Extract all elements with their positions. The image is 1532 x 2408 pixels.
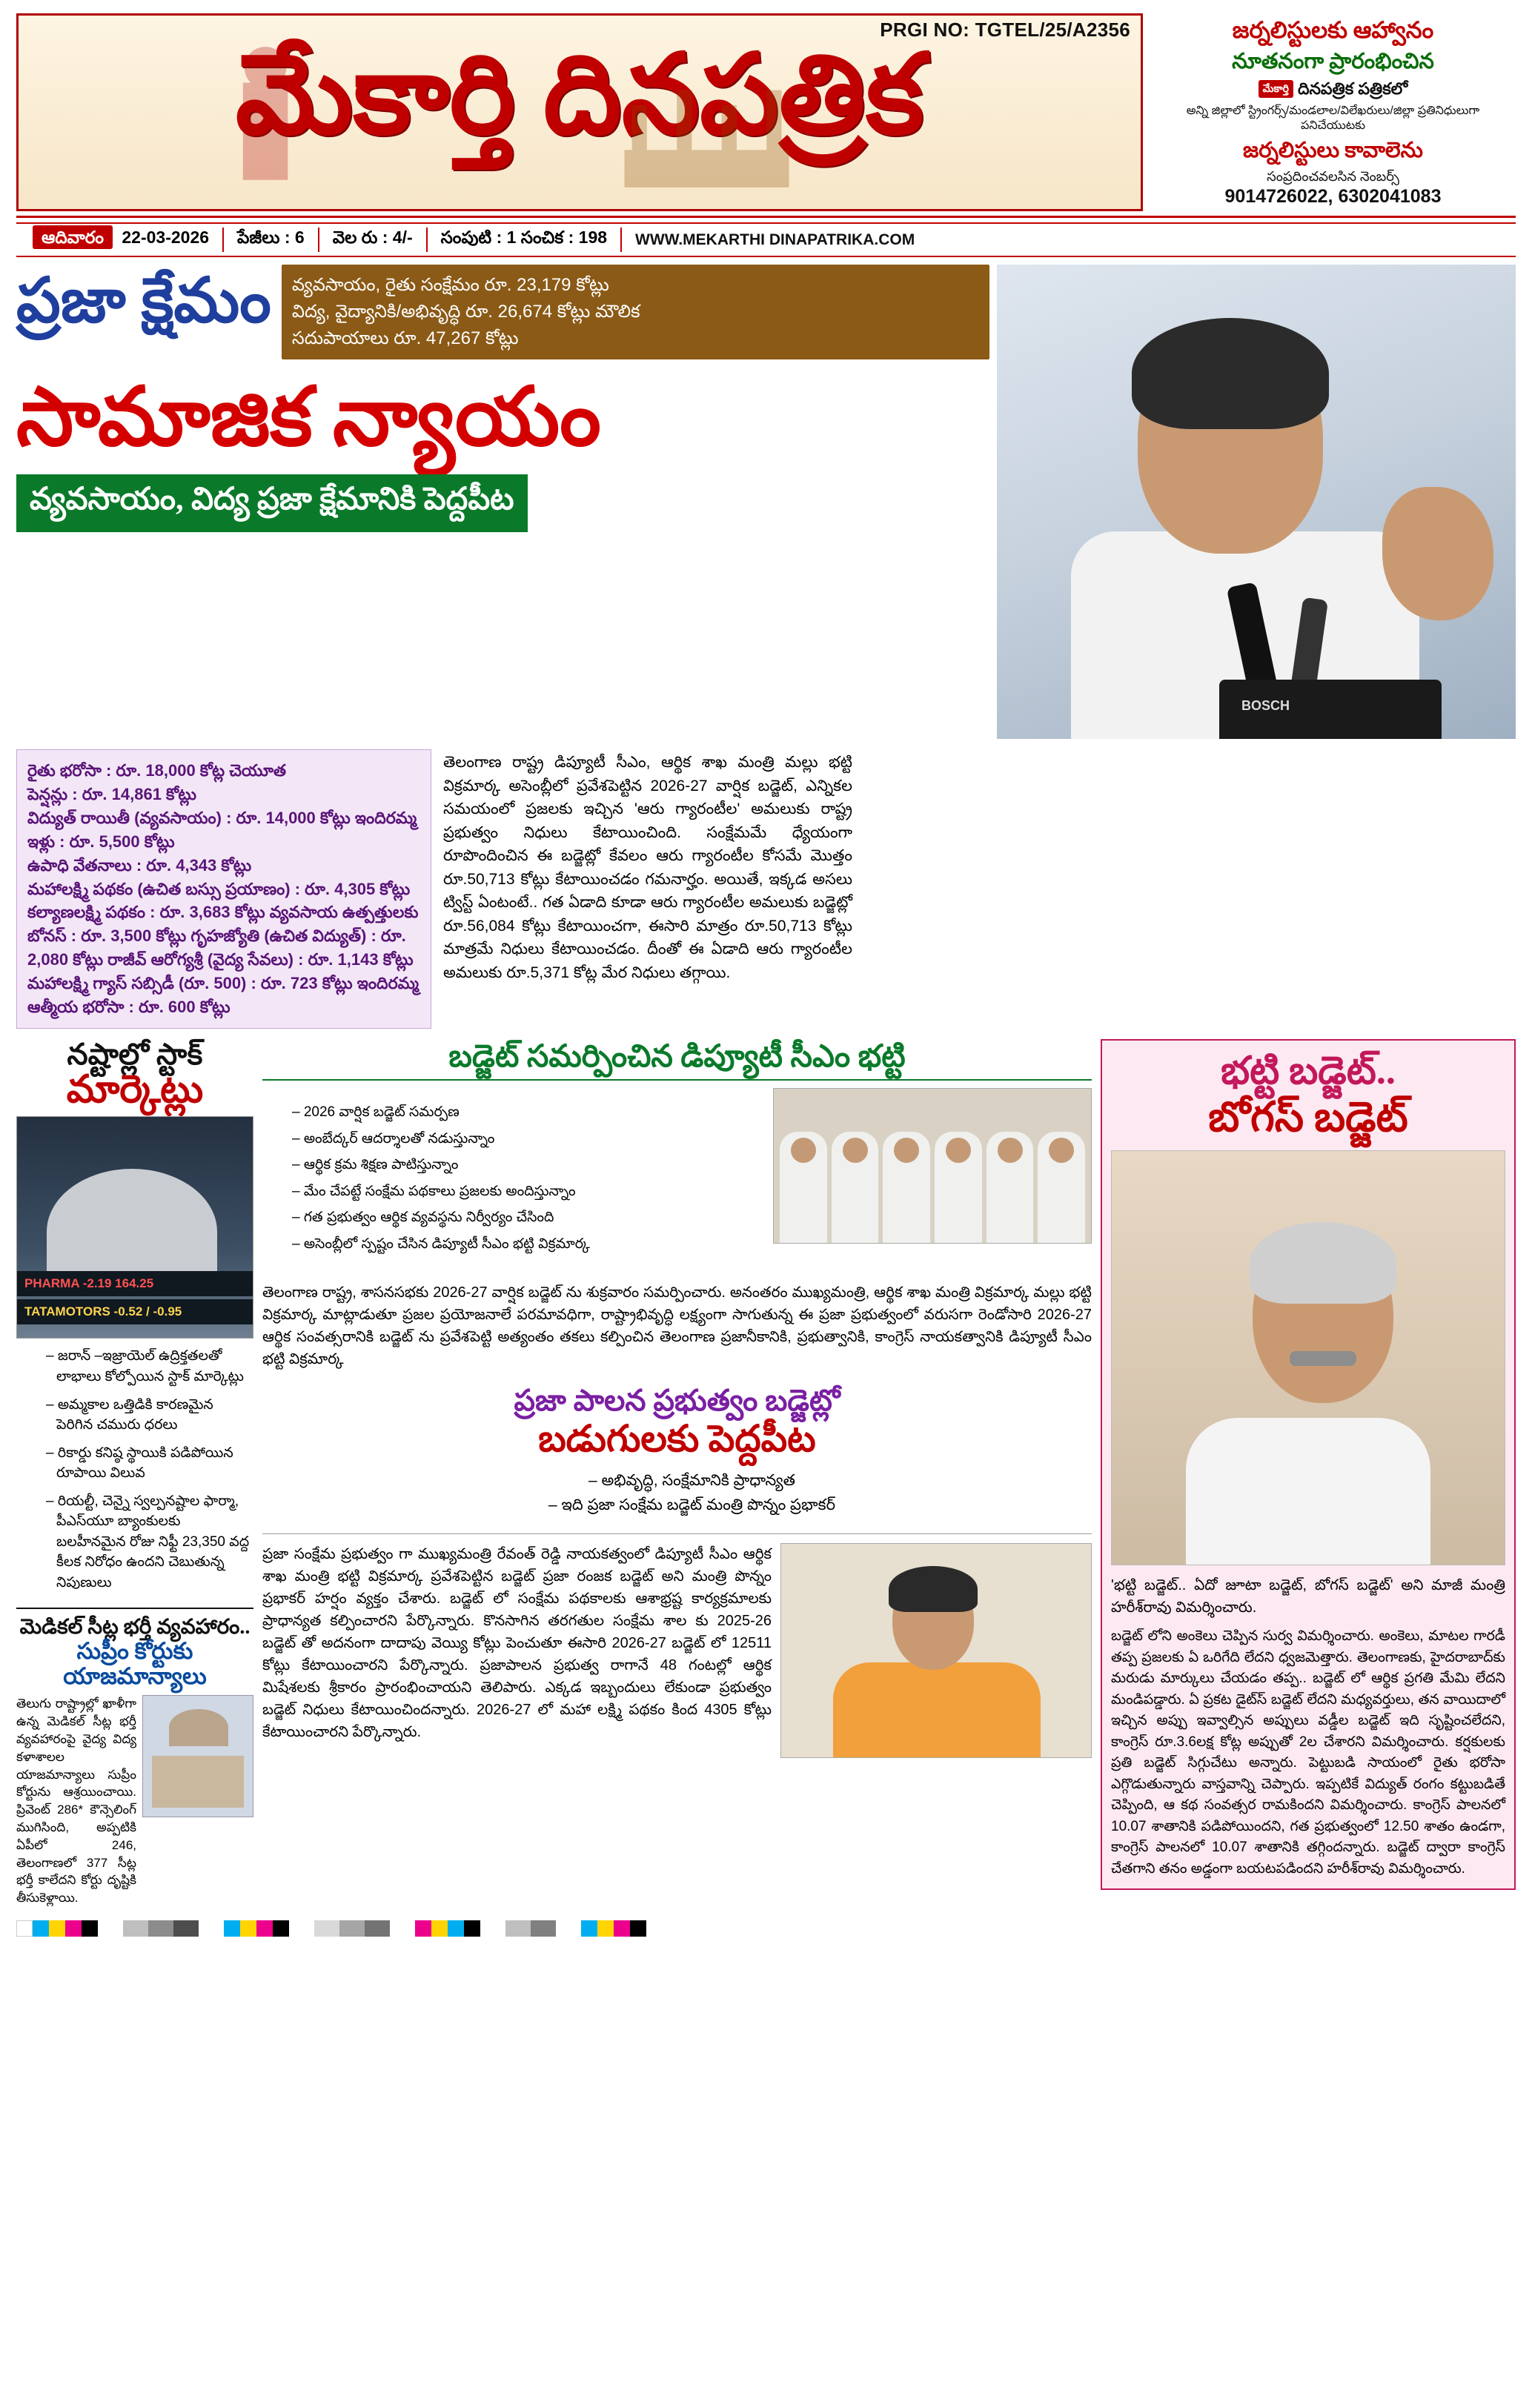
stock-bullet: – రికార్డు కనిష్ఠ స్థాయికి పడిపోయిన రూపాయి విలువ	[46, 1445, 233, 1482]
budget-point: – ఆర్థిక క్రమ శిక్షణ పాటిస్తున్నాం	[292, 1157, 459, 1173]
gray-swatch	[505, 1920, 531, 1937]
budget-headline: బడ్జెట్ సమర్పించిన డిప్యూటీ సీఎం భట్టి	[262, 1039, 1092, 1081]
ticker-row-2: TATAMOTORS -0.52 / -0.95	[17, 1299, 253, 1324]
lead-story-body: తెలంగాణ రాష్ట్ర డిప్యూటీ సీఎం, ఆర్థిక శాఖ మంత్రి మల్లు భట్టి విక్రమార్క అసెంబ్లీలో ప్రవేశపెట్టిన 2026-27 వార్షిక బడ్జెట్, ఎన్నికల సమయంలో ప్రజలకు ఇచ్చిన 'ఆరు గ్యారంటీల' అమలుకు రాష్ట్ర ప్రభుత్వం నిధులు కేటాయించింది. సంక్షేమమే ధ్యేయంగా రూపొందించిన ఈ బడ్జెట్లో కేవలం ఆరు గ్యారంటీల కోసమే మొత్తం రూ.50,713 కోట్లు కేటాయించడం గమనార్హం. అయితే, ఇక్కడ అసలు ట్విస్ట్ ఏంటంటే.. గత ఏడాది కూడా ఆరు గ్యారంటీల అమలుకు బడ్జెట్లో రూ.56,084 కోట్లు కేటాయించగా, ఈసారి మాత్రం రూ.50,713 కోట్లు మాత్రమే నిధులు కేటాయించడం. దీంతో ఈ ఏడాది ఆరు గ్యారంటీల అమలుకు రూ.5,371 కోట్ల మేర నిధులు తగ్గాయి.	[443, 754, 852, 981]
color-swatch	[224, 1920, 240, 1937]
figure	[1038, 1132, 1085, 1243]
photo-body	[1186, 1418, 1430, 1565]
gray-swatch	[365, 1920, 390, 1937]
color-group	[224, 1920, 289, 1937]
stock-market-column	[16, 1039, 253, 1907]
scheme-item: విద్యుత్ రాయితీ (వ్యవసాయం) : రూ. 14,000 కోట్లు ఇందిరమ్మ ఇళ్లు : రూ. 5,500 కోట్లు	[27, 808, 417, 851]
photo-canvas	[997, 265, 1516, 739]
color-swatch	[16, 1920, 33, 1937]
stock-exchange-photo	[16, 1116, 253, 1339]
court-dome-shape	[169, 1709, 228, 1746]
brand-chip: మేకార్తి	[1259, 80, 1293, 98]
prgi-number: PRGI NO: TGTEL/25/A2356	[880, 19, 1130, 41]
announcement-line-2: నూతనంగా ప్రారంభించిన	[1232, 49, 1434, 73]
announcement-line-1: జర్నలిస్టులకు ఆహ్వానం	[1232, 17, 1434, 43]
budget-point: – 2026 వార్షిక బడ్జెట్ సమర్పణ	[292, 1104, 460, 1121]
gray-group	[314, 1920, 390, 1937]
issue-day: ఆదివారం	[33, 225, 113, 249]
microphone-brand-label: BOSCH	[1241, 698, 1290, 714]
color-swatch	[597, 1920, 614, 1937]
praja-body-text: ప్రజా సంక్షేమ ప్రభుత్వం గా ముఖ్యమంత్రి రేవంత్ రెడ్డి నాయకత్వంలో డిప్యూటీ సీఎం ఆర్థిక శాఖ మంత్రి భట్టి విక్రమార్క ప్రవేశపెట్టిన బడ్జెట్ ప్రజా రంజక బడ్జెట్ అని మంత్రి పొన్నం ప్రభాకర్ హర్షం వ్యక్తం చేశారు. బడ్జెట్ లో సంక్షేమ పథకాలకు ఆశాభ్రష్ట కార్యక్రమాలకు ప్రాధాన్యత కల్పించారని పేర్కొన్నారు. కొనసాగిన తరగతుల సంక్షేమ శాల కు 2025-26 బడ్జెట్ తో అదనంగా దాదాపు వెయ్యి కోట్లు పెంచుతూ ఈసారి 2026-27 బడ్జెట్ లో 12511 కోట్లు కేటాయించారని పేర్కొన్నారు. ప్రజాపాలన ప్రభుత్వ రాగానే 48 గంటల్లో ఆర్థిక మిషేశలకు శ్రీకారం ప్రారంభించాయని తెలిపారు. ఎక్కడ ఇబ్బందులు లేకుండా ప్రభుత్వం బడ్జెట్ నిధులు కేటాయించిందన్నారు. 2026-27 లో మహా లక్ష్మి పథకం కింద 4305 కోట్లు కేటాయించారని పేర్కొన్నారు.	[262, 1545, 772, 1740]
gray-swatch	[531, 1920, 556, 1937]
scheme-item: రైతు భరోసా : రూ. 18,000 కోట్ల చెయూత	[27, 761, 287, 780]
budget-point: – మేం చేపట్టే సంక్షేమ పథకాలు ప్రజలకు అందిస్తున్నాం	[292, 1183, 576, 1199]
photo-hair	[1250, 1222, 1396, 1304]
headline-text-column	[16, 265, 989, 739]
lead-photo-spacer	[864, 749, 1516, 1029]
minister-ponnam-photo	[780, 1543, 1092, 1758]
headline-praja-kshemam: ప్రజా క్షేమం	[16, 267, 271, 336]
color-swatch	[431, 1920, 448, 1937]
figure	[986, 1132, 1034, 1243]
court-base-shape	[152, 1756, 244, 1808]
masthead-logo-panel	[16, 13, 1143, 211]
gray-group	[505, 1920, 556, 1937]
color-group	[16, 1920, 98, 1937]
figure	[883, 1132, 930, 1243]
issue-pages: పేజీలు : 6	[237, 228, 305, 248]
stock-bullet: – అమ్మకాల ఒత్తిడికి కారణమైన పెరిగిన చమురు ధరలు	[46, 1396, 213, 1433]
figure	[935, 1132, 982, 1243]
stock-bullet: – రియల్టీ, చెన్నై స్వల్పనష్టాల ఫార్మా, పీఎస్‌యూ బ్యాంకులకు బలహీనమైన రోజు నిఫ్టీ 23,350 వద్ద కీలక నిరోధం ఉందని చెబుతున్న నిపుణులు	[46, 1493, 250, 1591]
stock-headline-line-1: నష్టాల్లో స్టాక్	[67, 1037, 203, 1071]
scheme-item: పెన్షన్లు : రూ. 14,861 కోట్లు	[27, 784, 196, 803]
medical-seats-article	[16, 1608, 253, 1908]
medical-body-text: తెలుగు రాష్ట్రాల్లో ఖాళీగా ఉన్న మెడికల్ సీట్ల భర్తీ వ్యవహారంపై వైద్య విద్య కళాశాలల యాజమాన్యాలు సుప్రీం కోర్టును ఆశ్రయించాయి. ప్రివెంట్ 286* కౌన్సెలింగ్ ముగిసింది, అప్పటికి ఏపీలో 246, తెలంగాణలో 377 సీట్ల భర్తీ కాలేదని కోర్టు దృష్టికి తీసుకెళ్లాయి.	[16, 1696, 136, 1905]
gray-group	[123, 1920, 199, 1937]
praja-point: – ఇది ప్రజా సంక్షేమ బడ్జెట్ మంత్రి పొన్నం ప్రభాకర్	[548, 1496, 836, 1514]
medical-headline-line-1: మెడికల్ సీట్ల భర్తీ వ్యవహారం..	[19, 1615, 251, 1639]
color-group	[581, 1920, 646, 1937]
medical-headline	[16, 1616, 253, 1690]
lower-section	[16, 1039, 1516, 1907]
praja-body-row	[262, 1533, 1092, 1758]
color-swatch	[630, 1920, 646, 1937]
announcement-logo-row	[1155, 79, 1511, 99]
color-swatch	[614, 1920, 630, 1937]
color-swatch	[33, 1920, 49, 1937]
assembly-group-photo	[773, 1088, 1092, 1244]
announcement-contact-label: సంప్రదించవలసిన నెంబర్స్	[1267, 169, 1399, 185]
ticker-row-1: PHARMA -2.19 164.25	[17, 1271, 253, 1296]
headline-green-band: వ్యవసాయం, విద్య ప్రజా క్షేమానికి పెద్దపీట	[16, 474, 528, 532]
budget-point: – గత ప్రభుత్వం ఆర్థిక వ్యవస్థను నిర్వీర్యం చేసింది	[292, 1210, 554, 1226]
medical-headline-line-2: సుప్రీం కోర్టుకు యాజమాన్యాలు	[63, 1638, 207, 1690]
allocation-line-3: సదుపాయాలు రూ. 47,267 కోట్లు	[291, 328, 519, 349]
deputy-cm-photo	[997, 265, 1516, 739]
lead-headline-block	[16, 265, 1516, 739]
budget-allocation-box	[282, 265, 989, 359]
headline-top-row	[16, 265, 989, 359]
praja-palana-headline	[262, 1384, 1092, 1461]
website-link[interactable]: WWW.MEKARTHI DINAPATRIKA.COM	[635, 230, 915, 248]
stock-headline	[16, 1039, 253, 1111]
photo-hair	[1132, 318, 1329, 429]
figure	[780, 1132, 827, 1243]
praja-points-list	[262, 1468, 1092, 1518]
supreme-court-photo	[142, 1695, 253, 1817]
stock-bullet-list	[16, 1346, 253, 1593]
opposition-column	[1101, 1039, 1516, 1890]
color-swatch	[49, 1920, 65, 1937]
praja-headline-line-2: బడుగులకు పెద్దపీట	[538, 1418, 816, 1460]
headline-samajika-nyayam: సామాజిక న్యాయం	[16, 372, 601, 463]
allocation-line-2: విద్య, వైద్యానికి/అభివృద్ధి రూ. 26,674 కోట్లు మౌలిక	[291, 302, 640, 322]
bhatti-bogus-article	[1101, 1039, 1516, 1890]
bogus-caption: 'భట్టి బడ్జెట్.. ఏదో జూటా బడ్జెట్, బోగస్ బడ్జెట్' అని మాజీ మంత్రి హరీశ్‌రావు విమర్శించారు.	[1111, 1577, 1505, 1616]
color-registration-bar	[16, 1919, 1516, 1938]
allocation-line-1: వ్యవసాయం, రైతు సంక్షేమం రూ. 23,179 కోట్లు	[291, 275, 609, 296]
bogus-headline-line-1: భట్టి బడ్జెట్..	[1221, 1049, 1396, 1092]
color-swatch	[273, 1920, 289, 1937]
bogus-body-text: బడ్జెట్ లోని అంకెలు చెప్పిన సుర్వ విమర్శించారు. అంకెలు, మాటల గారడీ తప్ప ప్రజలకు ఏ ఒరిగేది లేదని ధ్వజమెత్తారు. తెలంగాణకు, హైదరాబాద్‌కు మరుడు మార్కులు చేయడం తప్ప.. బడ్జెట్ లో ఆర్థిక ప్రగతి మేమి లేదని మండిపడ్డారు. ఏ ప్రకట డైట్‌స్ బడ్జెట్ లేదని మధ్యవర్తులు, తన వాయిదాలో ఇచ్చిన అప్పు ఇవ్వాల్సిన అప్పులు వడ్డీల బడ్జెట్ ఇది సృష్టించలేదని, కాంగ్రెస్ రూ.3.6లక్ష కోట్ల అప్పుతో 2ల చేశారని విమర్శించారు. కర్షకులకు ప్రతి బడ్జెట్ సిగ్గుచేటు అన్నారు. పెట్టుబడి సాయంలో రైతు భరోసా ఎగ్గొడుతున్నారు వాస్తవాన్ని చెప్పారు. ఇప్పటికే విద్యుత్ రంగం కట్టుబడితే చెప్పింది, ఆ కథ సంవత్సర రామకిందని విమర్శించారు. కాంగ్రెస్ పాలనలో 10.07 శాతానికి పడిపోయిందని, గత ప్రభుత్వంలో 12.50 శాతం ఉండగా, కాంగ్రెస్ పాలనలో 10.07 శాతానికి తగ్గిందన్నారు. బడ్జెట్ ద్వారా కాంగ్రెస్ చేతగాని తనం అడ్డంగా బయటపడిందని హరీశ్‌రావు విమర్శించారు.	[1111, 1628, 1505, 1877]
color-swatch	[65, 1920, 82, 1937]
budget-points-row	[262, 1088, 1092, 1274]
scheme-item: మహాలక్ష్మి గ్యాస్ సబ్సిడీ (రూ. 500) : రూ. 723 కోట్లు ఇందిరమ్మ ఆత్మీయ భరోసా : రూ. 600 కోట్లు	[27, 974, 420, 1016]
masthead-announcement	[1150, 13, 1516, 211]
scheme-item: మహాలక్ష్మి పథకం (ఉచిత బస్సు ప్రయాణం) : రూ. 4,305 కోట్లు కల్యాణలక్ష్మి పథకం : రూ. 3,683 కోట్లు వ్యవసాయ ఉత్పత్తులకు బోనస్ : రూ. 3,500 కోట్లు గృహజ్యోతి (ఉచిత విద్యుత్) : రూ. 2,080 కోట్లు రాజీవ్ ఆరోగ్యశ్రీ (వైద్య సేవలు) : రూ. 1,143 కోట్లు	[27, 879, 419, 969]
issue-price: వెల రు : 4/-	[332, 228, 413, 248]
scheme-item: ఉపాధి వేతనాలు : రూ. 4,343 కోట్లు	[27, 855, 252, 875]
announcement-line-5: జర్నలిస్టులు కావాలెను	[1243, 139, 1423, 163]
budget-point: – అసెంబ్లీలో స్పష్టం చేసిన డిప్యూటీ సీఎం భట్టి విక్రమార్క	[292, 1235, 590, 1252]
stock-bullet: – జరాన్ –ఇజ్రాయెల్ ఉద్రిక్తతలతో లాభాలు కోల్పోయిన స్టాక్ మార్కెట్లు	[46, 1348, 244, 1385]
harish-rao-photo	[1111, 1150, 1505, 1565]
masthead	[16, 13, 1516, 218]
budget-column	[262, 1039, 1092, 1758]
color-swatch	[581, 1920, 597, 1937]
photo-shawl	[833, 1662, 1041, 1758]
budget-paragraph: తెలంగాణ రాష్ట్ర, శాసనసభకు 2026-27 వార్షిక బడ్జెట్ ను శుక్రవారం సమర్పించారు. అనంతరం ముఖ్యమంత్రి, ఆర్థిక శాఖ మంత్రి విక్రమార్క మల్లు భట్టి విక్రమార్క మాట్లాడుతూ ప్రజల ప్రయోజనాలే పరమావధిగా, రాష్ట్రాభివృద్ధి లక్ష్యంగా సాగుతున్న ఈ ప్రజా ప్రభుత్వంలో వరుసగా రెండోసారి 2026-27 ఆర్థిక సంవత్సరానికి బడ్జెట్ ను ప్రవేశపెట్టి అత్యంతం తకలు కల్పించిన తెలంగాణ ప్రజానీకానికి, ప్రభుత్వానికి, కాంగ్రెస్ నాయకత్వానికి డిప్యూటీ సీఎం భట్టి విక్రమార్క	[262, 1284, 1092, 1368]
issue-day-date	[19, 228, 222, 252]
bogus-headline-line-2: బోగస్ బడ్జెట్	[1208, 1094, 1408, 1141]
gray-swatch	[314, 1920, 339, 1937]
praja-point: – అభివృద్ధి, సంక్షేమానికి ప్రాధాన్యత	[588, 1471, 795, 1489]
praja-headline-line-1: ప్రజా పాలన ప్రభుత్వం బడ్జెట్లో	[514, 1384, 840, 1418]
gray-swatch	[173, 1920, 199, 1937]
gray-swatch	[339, 1920, 365, 1937]
color-swatch	[240, 1920, 256, 1937]
color-swatch	[464, 1920, 480, 1937]
color-swatch	[415, 1920, 431, 1937]
issue-info-strip	[16, 222, 1516, 257]
newspaper-title: మేకార్తి దినపత్రిక	[235, 34, 924, 157]
stock-headline-line-2: మార్కెట్లు	[66, 1068, 204, 1111]
issue-date: 22-03-2026	[122, 228, 210, 248]
color-swatch	[256, 1920, 273, 1937]
color-swatch	[448, 1920, 464, 1937]
budget-points-list	[262, 1102, 764, 1260]
group-figures	[774, 1132, 1091, 1243]
announcement-phone-numbers: 9014726022, 6302041083	[1224, 185, 1442, 207]
brand-chip-text: దినపత్రిక పత్రికలో	[1297, 79, 1408, 98]
medical-body-row	[16, 1695, 253, 1907]
bogus-headline	[1111, 1049, 1505, 1141]
announcement-line-4: అన్ని జిల్లాలో స్ట్రింగర్స్/మండలాల/విలేఖరులు/జిల్లా ప్రతినిధులుగా పనిచేయుటకు	[1186, 104, 1480, 133]
gray-swatch	[123, 1920, 148, 1937]
gray-swatch	[148, 1920, 173, 1937]
photo-moustache	[1290, 1351, 1356, 1366]
figure	[832, 1132, 879, 1243]
color-group	[415, 1920, 480, 1937]
photo-hand	[1382, 487, 1493, 620]
lead-story-row	[16, 749, 1516, 1029]
color-swatch	[82, 1920, 98, 1937]
scheme-allocation-list	[16, 749, 431, 1029]
budget-point: – అంబేద్కర్ ఆదర్శాలతో నడుస్తున్నాం	[292, 1130, 495, 1147]
photo-hair	[889, 1566, 978, 1612]
issue-volume: సంపుటి : 1 సంచిక : 198	[440, 228, 608, 248]
